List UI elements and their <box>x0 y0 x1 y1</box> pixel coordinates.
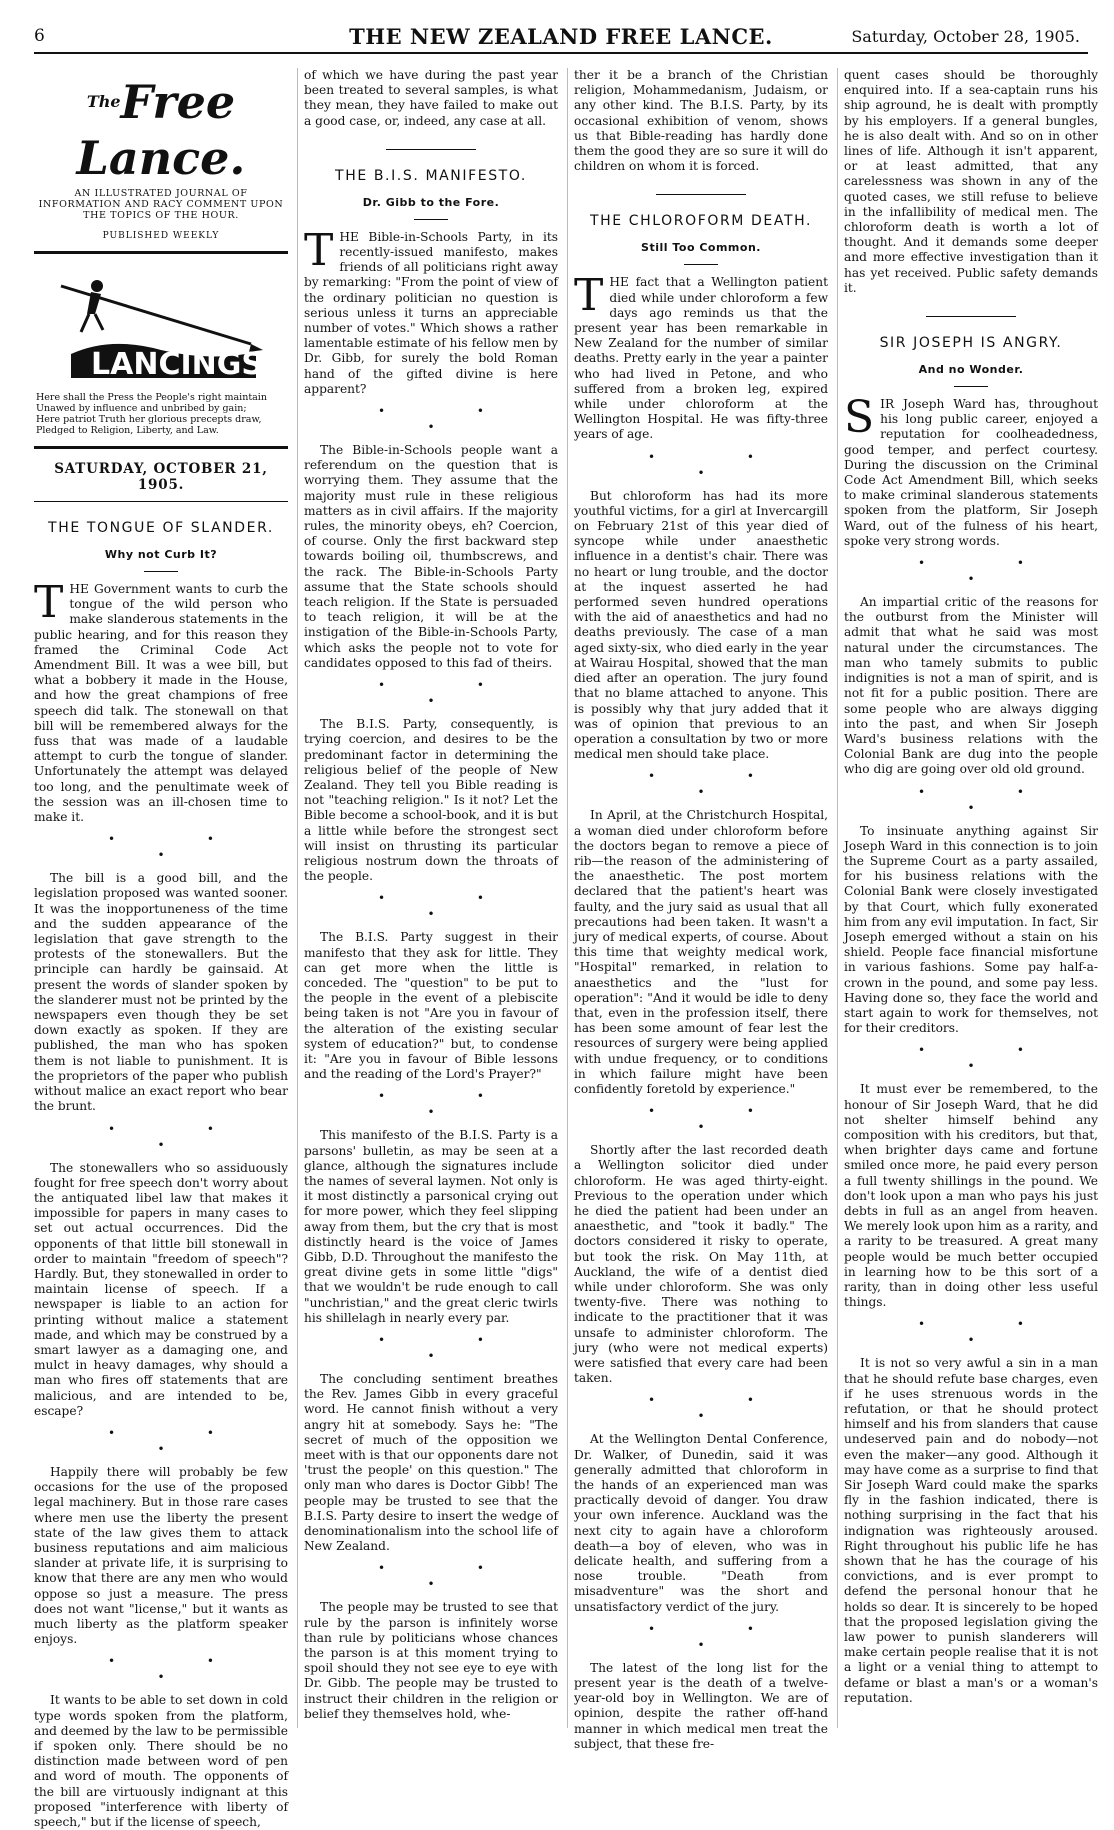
paragraph-separator: • • • <box>378 1333 528 1363</box>
article-paragraph: It must ever be remembered, to the honour of Sir Joseph Ward, that he did not shelter himself behind any composition with his creditors, but that, when brighter days came and fortune smiled once more, he paid every person a full twenty shillings in the pound. We don't look upon a man who pays his just debts in full as an angel from heaven. We merely look upon him as a rarity, and a rarity to be treasured. A great many people would be much better occupied in learning how to be this sort of a rarity, than in doing other less useful things. <box>844 1082 1098 1310</box>
paragraph-separator: • • • <box>378 1561 528 1592</box>
article-paragraph: The stonewallers who so assiduously fought for free speech don't worry about the antiquated libel law that makes it impossible for papers in many cases to set out actual occurrences. Did the opponents of that little bill stonewall in order to maintain "freedom of speech"? Hardly. But, they stonewalled in order to maintain license of speech. If a newspaper is liable to an action for printing without malice a statement made, and which may be construed by a smart lawyer as a damaging one, and mulct in heavy damages, why should a man who fires off statements that are malicious, and are intended to be, escape? <box>34 1160 288 1418</box>
motto-line: Here patriot Truth her glorious precepts draw, <box>36 414 262 425</box>
paragraph-separator: • • • <box>918 1043 1068 1074</box>
paragraph-separator: • • • <box>378 1089 528 1120</box>
article-subtitle: And no Wonder. <box>918 363 1024 377</box>
article-paragraph: THE Government wants to curb the tongue of the wild person who make slanderous statements in the public hearing, and for this reason they framed the Criminal Code Act Amendment Bill. It was a wee bill, but what a bobbery it made in the House, and how the great champions of free speech did talk. The stonewall on that bill will be remembered always for the fuss that was made of a laudable attempt to curb the tongue of slander. Unfortunately the attempt was delayed too long, and the penultimate week of the session was an ill-chosen time to make it. <box>34 577 288 825</box>
paragraph-separator: • • • <box>918 556 1068 587</box>
article-paragraph: In April, at the Christchurch Hospital, a woman died under chloroform before the doctors began to remove a piece of rib—the reason of the administering of the anaesthetic. The post mortem declared that the patient's heart was faulty, and the jury said as usual that all precautions had been taken. It wasn't a jury of medical experts, of course. About this time that weighty medical work, "Hospital" remarked, in relation to anaesthetics and the "lust for operation": "And it would be idle to deny that, even in the profession itself, there has been some amount of fear lest the resources of surgery were being applied with undue frequency, or to conditions in which failure might have been confidently foretold by experience." <box>574 808 828 1096</box>
man-with-lance-icon <box>51 266 271 386</box>
paragraph-separator: • • • <box>648 769 798 800</box>
divider <box>386 149 476 150</box>
article-paragraph: ther it be a branch of the Christian religion, Mohammedanism, Judaism, or any other kind. The B.I.S. Party, by its occasional exhibition of venom, shows us that Bible-reading has hardly done them the good they are so sure it will do children on whom it is forced. <box>574 68 828 174</box>
column-1 <box>34 68 288 1830</box>
paragraph-separator: • • • <box>648 449 798 480</box>
paragraph-separator: • • • <box>108 832 258 863</box>
drop-cap: T <box>34 577 64 628</box>
lancings-logo-text: LANCINGS <box>91 347 263 382</box>
issue-date-header: Saturday, October 28, 1905. <box>851 27 1080 46</box>
divider <box>684 264 718 265</box>
paragraph-separator: • • • <box>108 1121 258 1152</box>
motto-line: Unawed by influence and unbribed by gain; <box>36 403 247 414</box>
article-title: THE B.I.S. MANIFESTO. <box>335 167 527 184</box>
divider <box>34 446 288 449</box>
article-paragraph: Happily there will probably be few occasions for the use of the proposed legal machinery. But in those rare cases where men use the liberty the present state of the law gives them to attack business reputations and aim malicious slander at private life, it is surprising to know that there are any men who would oppose so just a measure. The press does not want "license," but it wants as much liberty as the platform speaker enjoys. <box>34 1464 288 1647</box>
divider <box>414 219 448 220</box>
article-paragraph: THE Bible-in-Schools Party, in its recently-issued manifesto, makes friends of all politicians right away by remarking: "From the point of view of the ordinary politician no question is serious unless it turns an appreciable number of votes." Which shows a rather lamentable estimate of his fellow men by Dr. Gibb, for surely the bold Roman hand of the gifted divine is here apparent? <box>304 224 558 396</box>
article-paragraph: The latest of the long list for the present year is the death of a twelve-year-old boy in Wellington. We are of opinion, despite the rather off-hand manner in which medical men treat the subject, that these fre- <box>574 1660 828 1751</box>
drop-cap: S <box>844 392 875 444</box>
paragraph-separator: • • • <box>378 404 528 435</box>
divider <box>144 571 178 572</box>
masthead-description: AN ILLUSTRATED JOURNAL OF INFORMATION AND RACY COMMENT UPON THE TOPICS OF THE HOUR. <box>38 188 284 221</box>
article-paragraph: of which we have during the past year been treated to several samples, is what they mean, they have failed to make out a good case, or, indeed, any case at all. <box>304 68 558 128</box>
article-title: SIR JOSEPH IS ANGRY. <box>879 335 1063 352</box>
article-paragraph: The Bible-in-Schools people want a referendum on the question that is worrying them. They assume that the majority must rule in these religious matters as in civil affairs. If the majority rules, the minority obeys, eh? Coercion, of course. Only the first backward step towards boiling oil, thumbscrews, and the rack. The Bible-in-Schools Party assume that the State schools should teach religion. If the State is persuaded to teach religion, it will be at the instigation of the Bible-in-Schools Party, which asks the people not to vote for candidates opposed to this fad of theirs. <box>304 443 558 670</box>
article-paragraph: To insinuate anything against Sir Joseph Ward in this connection is to join the Supreme Court as a party assailed, for his business relations with the Colonial Bank were closely investigated by that Court, which fully exonerated him from any evil imputation. In fact, Sir Joseph emerged without a stain on his shield. People face financial misfortune in various fashions. Some pay half-a-crown in the pound, and some pay less. Having done so, they face the world and start again to work for themselves, not for their creditors. <box>844 823 1098 1036</box>
paragraph-separator: • • • <box>648 1393 798 1424</box>
article-subtitle: Still Too Common. <box>641 241 761 255</box>
drop-cap: T <box>304 224 334 276</box>
masthead <box>34 68 288 241</box>
paragraph-separator: • • • <box>108 1654 258 1685</box>
column-2 <box>297 68 558 1728</box>
article-paragraph: The B.I.S. Party suggest in their manifesto that they ask for little. They can get more when the little is conceded. The "question" to be put to the people in the event of a plebiscite being taken is not "Are you in favour of the alteration of the existing secular system of education?" but, to condense it: "Are you in favour of Bible lessons and the reading of the Lord's Prayer?" <box>304 930 558 1082</box>
paragraph-separator: • • • <box>108 1425 258 1456</box>
divider <box>954 386 988 387</box>
article-paragraph: quent cases should be thoroughly enquired into. If a sea-captain runs his ship aground, he is dealt with promptly by his employers. If a general bungles, he is also dealt with. And so on in other lines of life. Although it isn't apparent, or at least admitted, that any carelessness was shown in any of the quoted cases, we still refuse to believe in the infallibility of medical men. The chloroform death is worth a lot of thought. And it demands some deeper and more effective investigation than it has yet received. Public safety demands it. <box>844 68 1098 295</box>
paragraph-separator: • • • <box>648 1104 798 1135</box>
paragraph-separator: • • • <box>918 784 1068 815</box>
paragraph-separator: • • • <box>378 891 528 922</box>
column-4 <box>837 68 1098 1728</box>
article-paragraph: The concluding sentiment breathes the Rev. James Gibb in every graceful word. He cannot finish without a very angry hit at somebody. Says he: "The secret of much of the opposition we meet with is that our opponents dare not 'trust the people' on this question." The only man who dares is Doctor Gibb! The people may be trusted to see that the B.I.S. Party desire to insert the wedge of denominationalism into the school life of New Zealand. <box>304 1372 558 1554</box>
masthead-frequency: PUBLISHED WEEKLY <box>102 231 220 241</box>
paragraph-separator: • • • <box>918 1317 1068 1348</box>
article-paragraph: At the Wellington Dental Conference, Dr. Walker, of Dunedin, said it was generally admitted that chloroform in the hands of an experienced man was practically devoid of danger. You draw your own inference. Auckland was the next city to again have a chloroform death—a boy of eleven, who was in delicate health, and suffering from a nose trouble. "Death from misadventure" was the short and unsatisfactory verdict of the jury. <box>574 1432 828 1614</box>
article-paragraph: But chloroform has had its more youthful victims, for a girl at Invercargill on February 21st of this year died of syncope while under anaesthetic influence in a dentist's chair. There was no heart or lung trouble, and the doctor at the inquest asserted he had performed seven hundred operations with the aid of anaesthetics and had no deaths previously. The case of a man aged sixty-six, who died early in the year at Wairau Hospital, showed that the man died after an operation. The jury found that no blame attached to anyone. This is possibly why that jury added that it was of opinion that previous to an operation a consultation by two or more medical men should take place. <box>574 488 828 762</box>
issue-date: SATURDAY, OCTOBER 21, 1905. <box>54 461 268 493</box>
article-title: THE TONGUE OF SLANDER. <box>48 520 274 536</box>
article-title: THE CHLOROFORM DEATH. <box>589 213 813 230</box>
article-paragraph: The bill is a good bill, and the legislation proposed was wanted sooner. It was the inopportuneness of the time and the sudden appearance of the legislation that gave strength to the protests of the stonewallers. But the principle can hardly be gainsaid. At present the words of slander spoken by the slanderer must not be printed by the newspapers even though they be set down exactly as spoken. If they are published, the man who has spoken them is not liable to punishment. It is the proprietors of the paper who publish without malice an exact report who bear the brunt. <box>34 871 288 1114</box>
paragraph-separator: • • • <box>378 678 528 709</box>
article-paragraph: An impartial critic of the reasons for the outburst from the Minister will admit that what he said was most natural under the circumstances. The man who tamely submits to public indignities is not a man of spirit, and is not fit for a public position. There are some people who are always digging into the past, and when Sir Joseph Ward's business relations with the Colonial Bank are dug into the people who dig are going over old old ground. <box>844 595 1098 777</box>
divider <box>926 316 1016 317</box>
article-paragraph: SIR Joseph Ward has, throughout his long public career, enjoyed a reputation for coolheadedness, good temper, and perfect courtesy. During the discussion on the Criminal Code Act Amendment Bill, which seeks to make criminal slanderous statements spoken from the platform, Sir Joseph Ward, out of the fulness of his heart, spoke very strong words. <box>844 392 1098 548</box>
motto <box>36 392 286 436</box>
article-paragraph: The people may be trusted to see that rule by the parson is infinitely worse than rule by politicians whose chances the parson is at this moment trying to spoil should they not see eye to eye with Dr. Gibb. The people may be trusted to instruct their children in the religion or belief they themselves hold, whe- <box>304 1600 558 1721</box>
page-header <box>34 0 1088 54</box>
article-paragraph: Shortly after the last recorded death a Wellington solicitor died under chloroform. He was aged thirty-eight. Previous to the operation under which he died the patient had been under an anaesthetic, and "took it badly." The doctors considered it risky to operate, but took the risk. On May 11th, at Auckland, the wife of a dentist died while under chloroform. She was only twenty-five. There was nothing to indicate to the practitioner that it was unsafe to administer chloroform. The jury (who were not medical experts) were satisfied that every care had been taken. <box>574 1143 828 1386</box>
article-paragraph: This manifesto of the B.I.S. Party is a parsons' bulletin, as may be seen at a glance, although the signatures include the names of several laymen. Not only is it most distinctly a parsonical crying out for more power, which they feel slipping away from them, but the cry that is most distinctly heard is the voice of James Gibb, D.D. Throughout the manifesto the great divine gets in some little "digs" that we wouldn't be rude enough to call "unchristian," and the great cleric twirls his shillelagh in nearly every par. <box>304 1128 558 1325</box>
article-paragraph: It is not so very awful a sin in a man that he should refute base charges, even if he uses strenuous words in the refutation, or that he should protect himself and his from slanders that cause undeserved pain and do nobody—not even the maker—any good. Although it may have come as a surprise to find that Sir Joseph Ward could make the sparks fly in the fashion indicated, there is nothing surprising in the fact that his indignation was righteously aroused. Right throughout his public life he has shown that he has the courage of his convictions, and is ever prompt to defend the personal honour that he holds so dear. It is sincerely to be hoped that the proposed legislation giving the law power to punish slanderers will make certain people realise that it is not a light or a venial thing to attempt to defame or blast a man's or a woman's reputation. <box>844 1356 1098 1705</box>
article-paragraph: THE fact that a Wellington patient died while under chloroform a few days ago reminds us that the present year has been remarkable in New Zealand for the number of similar deaths. Pretty early in the year a painter who had lived in Petone, and who suffered from a broken leg, expired while under chloroform at the Wellington Hospital. He was fifty-three years of age. <box>574 270 828 442</box>
divider <box>34 251 288 254</box>
article-subtitle: Why not Curb It? <box>104 548 218 561</box>
divider <box>656 194 746 195</box>
page-number: 6 <box>34 26 45 46</box>
motto-line: Here shall the Press the People's right maintain <box>36 392 267 403</box>
drop-cap: T <box>574 270 604 322</box>
column-3 <box>567 68 828 1751</box>
motto-line: Pledged to Religion, Liberty, and Law. <box>36 425 219 436</box>
divider <box>34 501 288 502</box>
article-paragraph: The B.I.S. Party, consequently, is trying coercion, and desires to be the predominant factor in determining the religious belief of the people of New Zealand. They tell you Bible reading is not "teaching religion." Is it not? Let the Bible become a school-book, and it is but a little while before the strongest sect will insist on thrusting its particular religious nostrum down the throats of the people. <box>304 717 558 884</box>
article-subtitle: Dr. Gibb to the Fore. <box>362 195 500 209</box>
logo-text: Free Lance. <box>76 75 246 185</box>
free-lance-logo <box>38 74 284 186</box>
article-paragraph: It wants to be able to set down in cold type words spoken from the platform, and deemed by the law to be permissible if spoken only. There should be no distinction made between word of pen and word of mouth. The opponents of the bill are virtuously indignant at this proposed "interference with liberty of speech," but if the license of speech, <box>34 1693 288 1830</box>
logo-prefix: The <box>86 92 121 111</box>
paragraph-separator: • • • <box>648 1621 798 1652</box>
columns <box>34 54 1098 1830</box>
newspaper-title: THE NEW ZEALAND FREE LANCE. <box>349 24 773 49</box>
